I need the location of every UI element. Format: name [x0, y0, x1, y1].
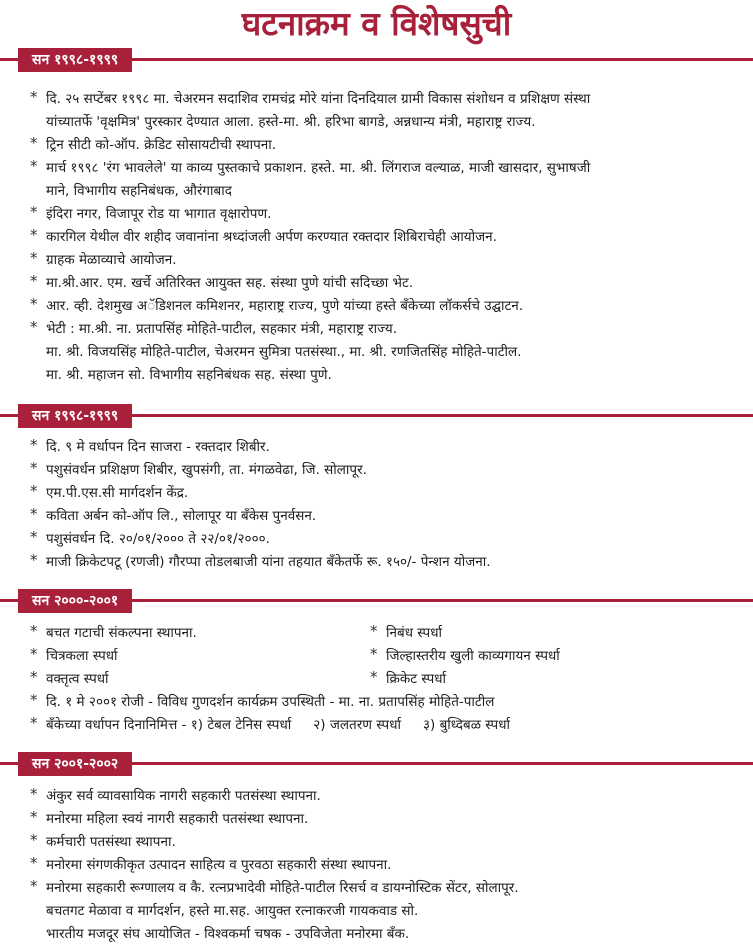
list-item: * दि. २५ सप्टेंबर १९९८ मा. चेअरमन सदाशिव रामचंद्र मोरे यांना दिनदियाल ग्रामी विकास संशोधन व प्रशिक्षण संस्था: [30, 88, 591, 107]
asterisk-icon: *: [30, 854, 38, 872]
asterisk-icon: *: [30, 808, 38, 826]
section-header-2: [0, 404, 753, 428]
list-item: * पशुसंवर्धन प्रशिक्षण शिबीर, खुपसंगी, ता. मंगळवेढा, जि. सोलापूर.: [30, 459, 367, 478]
asterisk-icon: *: [30, 134, 38, 152]
list-item-continuation: बचतगट मेळावा व मार्गदर्शन, हस्ते मा.सह. आयुक्त रत्नाकरजी गायकवाड सो.: [46, 903, 419, 919]
asterisk-icon: *: [30, 831, 38, 849]
list-item: * मा.श्री.आर. एम. खर्चे अतिरिक्त आयुक्त सह. संस्था पुणे यांची सदिच्छा भेट.: [30, 272, 414, 291]
list-item: * आर. व्ही. देशमुख अॅडिशनल कमिशनर, महाराष्ट्र राज्य, पुणे यांच्या हस्ते बँकेच्या लॉकर्सचे उद्घाटन.: [30, 295, 524, 314]
asterisk-icon: *: [30, 272, 38, 290]
list-item-continuation: भारतीय मजदूर संघ आयोजित - विश्वकर्मा चषक - उपविजेता मनोरमा बँक.: [46, 926, 410, 942]
asterisk-icon: *: [30, 318, 38, 336]
section-heading: सन १९९८-१९९९: [18, 48, 132, 72]
list-item: * दि. ९ मे वर्धापन दिन साजरा - रक्तदार शिबीर.: [30, 436, 270, 455]
list-item: * मनोरमा महिला स्वयं नागरी सहकारी पतसंस्था स्थापना.: [30, 808, 309, 827]
asterisk-icon: *: [370, 645, 378, 663]
section-heading: सन २००१-२००२: [18, 752, 132, 776]
section-header-1: [0, 48, 753, 72]
section-4-items: [28, 785, 743, 946]
asterisk-icon: *: [30, 714, 38, 732]
list-item: * भेटी : मा.श्री. ना. प्रतापसिंह मोहिते-पाटील, सहकार मंत्री, महाराष्ट्र राज्य.: [30, 318, 397, 337]
section-3-grid: [28, 622, 743, 737]
list-item: * कविता अर्बन को-ऑप लि., सोलापूर या बँकेस पुनर्वसन.: [30, 505, 317, 524]
asterisk-icon: *: [30, 226, 38, 244]
section-heading: सन १९९८-१९९९: [18, 404, 132, 428]
list-item: * कर्मचारी पतसंस्था स्थापना.: [30, 831, 176, 850]
list-item-continuation: मा. श्री. महाजन सो. विभागीय सहनिबंधक सह. संस्था पुणे.: [46, 367, 332, 383]
list-item: * क्रिकेट स्पर्धा: [370, 668, 447, 687]
list-item: * मनोरमा संगणकीकृत उत्पादन साहित्य व पुरवठा सहकारी संस्था स्थापना.: [30, 854, 392, 873]
asterisk-icon: *: [30, 88, 38, 106]
list-item: * एम.पी.एस.सी मार्गदर्शन केंद्र.: [30, 482, 189, 501]
list-item: * बचत गटाची संकल्पना स्थापना.: [30, 622, 197, 641]
asterisk-icon: *: [30, 482, 38, 500]
asterisk-icon: *: [30, 622, 38, 640]
list-item-continuation: यांच्यातर्फे 'वृक्षमित्र' पुरस्कार देण्यात आला. हस्ते-मा. श्री. हरिभा बागडे, अन्नधान्य मंत्री, महाराष्ट्र राज्य.: [46, 114, 536, 130]
list-item: * मार्च १९९८ 'रंग भावलेले' या काव्य पुस्तकाचे प्रकाशन. हस्ते. मा. श्री. लिंगराज वल्याळ, माजी खासदार, सुभाषजी: [30, 157, 591, 176]
list-item: * ग्राहक मेळाव्याचे आयोजन.: [30, 249, 177, 268]
grid-row: [28, 645, 743, 668]
asterisk-icon: *: [370, 622, 378, 640]
list-item: * इंदिरा नगर, विजापूर रोड या भागात वृक्षारोपण.: [30, 203, 272, 222]
asterisk-icon: *: [30, 505, 38, 523]
competition-3: ३) बुध्दिबळ स्पर्धा: [423, 717, 511, 733]
list-item: * दि. १ मे २००१ रोजी - विविध गुणदर्शन कार्यक्रम उपस्थिती - मा. ना. प्रतापसिंह मोहिते-पाटील: [30, 691, 495, 710]
list-item: * चित्रकला स्पर्धा: [30, 645, 118, 664]
grid-row: [28, 668, 743, 691]
section-heading: सन २०००-२००१: [18, 589, 132, 613]
section-2-items: [28, 436, 743, 574]
list-item: * माजी क्रिकेटपटू (रणजी) गौरप्पा तोडलबाजी यांना तहयात बँकेतर्फे रू. १५०/- पेन्शन योजना.: [30, 551, 491, 570]
list-item: * वक्तृत्व स्पर्धा: [30, 668, 109, 687]
list-item-continuation: माने, विभागीय सहनिबंधक, औरंगाबाद: [46, 183, 232, 199]
asterisk-icon: *: [30, 249, 38, 267]
asterisk-icon: *: [30, 668, 38, 686]
asterisk-icon: *: [30, 157, 38, 175]
asterisk-icon: *: [370, 668, 378, 686]
list-item: * पशुसंवर्धन दि. २०/०१/२००० ते २२/०१/२०००.: [30, 528, 270, 547]
asterisk-icon: *: [30, 436, 38, 454]
list-item: * निबंध स्पर्धा: [370, 622, 443, 641]
asterisk-icon: *: [30, 645, 38, 663]
asterisk-icon: *: [30, 551, 38, 569]
page-title: घटनाक्रम व विशेषसुची: [241, 4, 512, 43]
section-header-4: [0, 752, 753, 776]
list-item: * ट्रिन सीटी को-ऑप. क्रेडिट सोसायटीची स्थापना.: [30, 134, 277, 153]
asterisk-icon: *: [30, 459, 38, 477]
asterisk-icon: *: [30, 785, 38, 803]
asterisk-icon: *: [30, 203, 38, 221]
list-item: * बँकेच्या वर्धापन दिनानिमित्त - १) टेबल टेनिस स्पर्धा २) जलतरण स्पर्धा ३) बुध्दिबळ स्पर्धा: [30, 714, 511, 733]
asterisk-icon: *: [30, 691, 38, 709]
section-header-3: [0, 589, 753, 613]
asterisk-icon: *: [30, 295, 38, 313]
list-item-continuation: मा. श्री. विजयसिंह मोहिते-पाटील, चेअरमन सुमित्रा पतसंस्था., मा. श्री. रणजितसिंह मोहिते-पाटील.: [46, 344, 522, 360]
competition-2: २) जलतरण स्पर्धा: [313, 717, 402, 733]
list-item: * मनोरमा सहकारी रूग्णालय व कै. रत्नप्रभादेवी मोहिते-पाटील रिसर्च व डायग्नोस्टिक सेंटर, सोलापूर.: [30, 877, 519, 896]
section-1-items: [28, 88, 743, 387]
list-item: * कारगिल येथील वीर शहीद जवानांना श्रध्दांजली अर्पण करण्यात रक्तदार शिबिराचेही आयोजन.: [30, 226, 497, 245]
grid-row: [28, 622, 743, 645]
list-item: * जिल्हास्तरीय खुली काव्यगायन स्पर्धा: [370, 645, 560, 664]
asterisk-icon: *: [30, 528, 38, 546]
asterisk-icon: *: [30, 877, 38, 895]
list-item: * अंकुर सर्व व्यावसायिक नागरी सहकारी पतसंस्था स्थापना.: [30, 785, 321, 804]
